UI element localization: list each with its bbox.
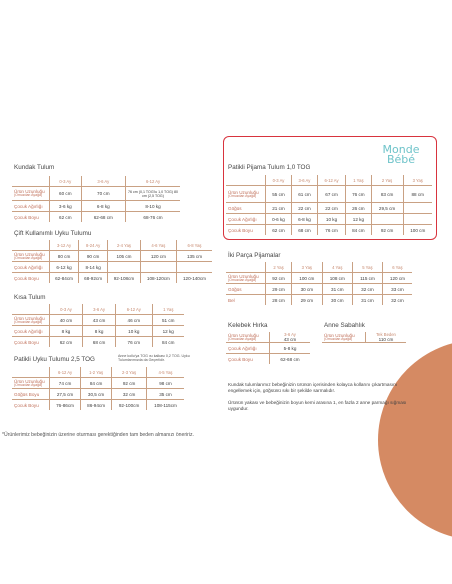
kisa-height-label: Çocuk Boyu xyxy=(14,339,39,345)
kundak-w2: 8-10 kg xyxy=(126,201,181,212)
anne-length-sub: (Omuzdan Ayağa) xyxy=(324,336,353,341)
pijama-c1: 22 cm xyxy=(291,203,317,214)
patikli25-chest-label: Göğüs Boyu xyxy=(12,389,50,400)
kisa-ht0: 62 cm xyxy=(50,337,83,348)
decorative-circle xyxy=(378,340,452,540)
iki-wa4: 32 cm xyxy=(382,295,412,306)
iki-length-label: Ürün Uzunluğu xyxy=(228,273,259,279)
kundak-length-label: Ürün Uzunluğu xyxy=(14,189,45,195)
iki-h1: 3 Yaş xyxy=(292,262,322,273)
pijama-c0: 21 cm xyxy=(266,203,292,214)
pijama-ht4: 92 cm xyxy=(371,225,403,236)
kundak-table xyxy=(12,176,180,222)
kisa-w3: 12 kg xyxy=(152,326,184,337)
kundak-length-sub: (Omuzdan Ayağa) xyxy=(14,193,43,198)
cift-len0: 80 cm xyxy=(50,251,79,262)
hirka-length: 43 cm xyxy=(283,337,297,342)
iki-wa1: 29 cm xyxy=(292,295,322,306)
patikli25-h0: 6-12 Ay xyxy=(50,367,81,378)
pijama-len4: 83 cm xyxy=(371,186,403,203)
iki-c0: 29 cm xyxy=(266,284,292,295)
hirka-table xyxy=(226,332,310,364)
cift-len1: 90 cm xyxy=(79,251,108,262)
pijama-ht0: 62 cm xyxy=(266,225,292,236)
kundak-title: Kundak Tulum xyxy=(14,164,55,171)
patikli25-h1: 1-2 Yaş xyxy=(81,367,112,378)
pijama-c2: 22 cm xyxy=(317,203,345,214)
kisa-h1: 3-6 Ay xyxy=(83,304,116,315)
pijama-weight-label: Çocuk Ağırlığı xyxy=(226,214,266,225)
iki-table xyxy=(226,262,412,305)
iki-h0: 2 Yaş xyxy=(266,262,292,273)
info-paragraph-2: Ürünün yakası ve bebeğinizin boyun kemi arasına 1, en fazla 2 anne parmağı sığması uygundur. xyxy=(228,400,407,412)
footnote: *Ürünlerimiz bebeğinizin üzerine oturması gerektiğinden tam beden almanızı öneririz. xyxy=(2,432,194,438)
cift-weight-label: Çocuk Ağırlığı xyxy=(12,262,50,273)
patikli25-len2: 92 cm xyxy=(112,378,147,389)
pijama-len2: 67 cm xyxy=(317,186,345,203)
cift-ht1: 68-92cm xyxy=(79,273,108,284)
cift-title: Çift Kullanımlı Uyku Tulumu xyxy=(14,230,92,237)
hirka-height: 62-68 cm xyxy=(270,354,311,365)
pijama-chest-label: Göğüs xyxy=(226,203,266,214)
iki-c2: 31 cm xyxy=(322,284,352,295)
cift-w1: 8-14 kg xyxy=(79,262,108,273)
kundak-height-label: Çocuk Boyu xyxy=(14,214,39,220)
cift-h2: 2-4 Yaş xyxy=(108,240,141,251)
iki-wa0: 28 cm xyxy=(266,295,292,306)
kisa-ht2: 76 cm xyxy=(116,337,152,348)
anne-length: 110 cm xyxy=(378,337,394,342)
iki-len1: 100 cm xyxy=(292,273,322,284)
iki-h4: 6 Yaş xyxy=(382,262,412,273)
patikli25-h2: 2-3 Yaş xyxy=(112,367,147,378)
kundak-len0: 60 cm xyxy=(50,187,82,201)
kisa-length-sub: (Omuzdan Ayağa) xyxy=(14,319,43,324)
pijama-w2: 10 kg xyxy=(317,214,345,225)
pijama-table xyxy=(226,175,432,235)
cift-ht0: 62-84cm xyxy=(50,273,79,284)
pijama-height-label: Çocuk Boyu xyxy=(228,227,253,233)
kisa-len2: 46 cm xyxy=(116,315,152,326)
cift-h4: 6-8 Yaş xyxy=(176,240,212,251)
patikli25-length-sub: (Omuzdan Ayağa) xyxy=(14,382,43,387)
kisa-title: Kısa Tulum xyxy=(14,294,46,301)
cift-ht4: 120-140cm xyxy=(176,273,212,284)
iki-c3: 32 cm xyxy=(353,284,383,295)
cift-w4 xyxy=(176,262,212,273)
pijama-length-sub: (Omuzdan Ayağa) xyxy=(228,193,257,198)
cift-table xyxy=(12,240,212,283)
cift-w2 xyxy=(108,262,141,273)
patikli25-note: Anne kollu'ya TOG ısı kalkası 0,2 TOG. Uyku Tulumlarımızda da Geçerlidir. xyxy=(118,354,190,363)
kisa-h3: 1 Yaş xyxy=(152,304,184,315)
patikli25-c3: 35 cm xyxy=(147,389,184,400)
iki-c4: 33 cm xyxy=(382,284,412,295)
kisa-w2: 10 kg xyxy=(116,326,152,337)
kisa-len3: 51 cm xyxy=(152,315,184,326)
pijama-ht2: 76 cm xyxy=(317,225,345,236)
iki-c1: 30 cm xyxy=(292,284,322,295)
pijama-len1: 61 cm xyxy=(291,186,317,203)
kundak-h2: 6-12 Ay xyxy=(126,176,181,187)
iki-h2: 4 Yaş xyxy=(322,262,352,273)
patikli25-ht3: 108-115cm xyxy=(147,400,184,411)
pijama-h2: 6-12 Ay xyxy=(317,175,345,186)
cift-w3 xyxy=(140,262,176,273)
iki-chest-label: Göğüs xyxy=(226,284,266,295)
pijama-w0: 0-6 kg xyxy=(266,214,292,225)
pijama-len0: 55 cm xyxy=(266,186,292,203)
pijama-title: Patikli Pijama Tulum 1,0 TOG xyxy=(228,164,311,171)
kisa-ht3: 84 cm xyxy=(152,337,184,348)
iki-wa2: 30 cm xyxy=(322,295,352,306)
pijama-c3: 26 cm xyxy=(346,203,372,214)
hirka-header: 3-6 Ay xyxy=(284,332,296,337)
cift-h0: 3-12 Ay xyxy=(50,240,79,251)
hirka-weight: 5-8 kg xyxy=(270,343,311,354)
brand-logo xyxy=(377,145,425,165)
kundak-h0: 0-3 Ay xyxy=(50,176,82,187)
cift-length-sub: (Omuzdan Ayağa) xyxy=(14,255,43,260)
iki-len2: 108 cm xyxy=(322,273,352,284)
patikli25-h3: 4-5 Yaş xyxy=(147,367,184,378)
kisa-w0: 8 kg xyxy=(50,326,83,337)
patikli25-title: Patikli Uyku Tulumu 2,5 TOG xyxy=(14,356,95,363)
pijama-w1: 6-8 kg xyxy=(291,214,317,225)
kundak-ht1: 62-68 cm xyxy=(81,212,125,223)
patikli25-ht0: 76-86cm xyxy=(50,400,81,411)
cift-ht3: 108-120cm xyxy=(140,273,176,284)
logo-line-1: Monde xyxy=(382,143,420,156)
kundak-w0: 3-6 kg xyxy=(50,201,82,212)
patikli25-c0: 27,5 cm xyxy=(50,389,81,400)
pijama-ht1: 68 cm xyxy=(291,225,317,236)
hirka-length-label: Ürün Uzunluğu xyxy=(228,332,259,338)
pijama-h4: 2 Yaş xyxy=(371,175,403,186)
hirka-height-label: Çocuk Boyu xyxy=(228,356,253,362)
patikli25-c2: 32 cm xyxy=(112,389,147,400)
cift-w0: 6-12 kg xyxy=(50,262,79,273)
pijama-ht5: 100 cm xyxy=(403,225,432,236)
kisa-w1: 8 kg xyxy=(83,326,116,337)
iki-length-sub: (Omuzdan Ayağa) xyxy=(228,277,257,282)
cift-length-label: Ürün Uzunluğu xyxy=(14,251,45,257)
pijama-w5 xyxy=(403,214,432,225)
kisa-length-label: Ürün Uzunluğu xyxy=(14,315,45,321)
patikli25-c1: 30,5 cm xyxy=(81,389,112,400)
patikli25-len3: 98 cm xyxy=(147,378,184,389)
anne-header: Tek Beden xyxy=(376,332,396,337)
cift-h1: 8-24 Ay xyxy=(79,240,108,251)
cift-h3: 4-6 Yaş xyxy=(140,240,176,251)
hirka-length-sub: (Omuzdan Ayağa) xyxy=(228,336,257,341)
hirka-title: Kelebek Hırka xyxy=(228,322,268,329)
cift-len2: 105 cm xyxy=(108,251,141,262)
kundak-ht0: 62 cm xyxy=(50,212,82,223)
iki-h3: 5 Yaş xyxy=(353,262,383,273)
cift-height-label: Çocuk Boyu xyxy=(14,275,39,281)
pijama-h5: 3 Yaş xyxy=(403,175,432,186)
kisa-len1: 43 cm xyxy=(83,315,116,326)
iki-title: İki Parça Pijamalar xyxy=(228,252,281,259)
pijama-c4: 29,5 cm xyxy=(371,203,403,214)
kisa-weight-label: Çocuk Ağırlığı xyxy=(12,326,50,337)
info-paragraph-1: Kundak tulumlarımız bebeğinizin ürünün içerisinden kolayca kollarını çıkartmasını engellemek için, göğsünü sıkı bir şekilde sarmalıdır. xyxy=(228,382,398,394)
iki-waist-label: Bel xyxy=(228,297,235,303)
patikli25-ht2: 92-100cm xyxy=(112,400,147,411)
kisa-table xyxy=(12,304,184,347)
pijama-w4 xyxy=(371,214,403,225)
kundak-len2: 76 cm (0,1 TOG'lu 1,0 TOG) 80 cm (2,5 TOG) xyxy=(126,187,181,201)
pijama-w3: 12 kg xyxy=(346,214,372,225)
kundak-w1: 6-8 kg xyxy=(81,201,125,212)
patikli25-height-label: Çocuk Boyu xyxy=(14,402,39,408)
patikli25-table xyxy=(12,367,184,410)
kundak-weight-label: Çocuk Ağırlığı xyxy=(12,201,50,212)
anne-title: Anne Sabahlık xyxy=(324,322,365,329)
iki-len4: 120 cm xyxy=(382,273,412,284)
patikli25-ht1: 86-94cm xyxy=(81,400,112,411)
cift-ht2: 92-108cm xyxy=(108,273,141,284)
pijama-h0: 0-3 Ay xyxy=(266,175,292,186)
pijama-length-label: Ürün Uzunluğu xyxy=(228,189,259,195)
kisa-h0: 0-3 Ay xyxy=(50,304,83,315)
patikli25-len1: 84 cm xyxy=(81,378,112,389)
kundak-h1: 3-6 Ay xyxy=(81,176,125,187)
kisa-h2: 6-12 Ay xyxy=(116,304,152,315)
pijama-h1: 3-6 Ay xyxy=(291,175,317,186)
patikli25-length-label: Ürün Uzunluğu xyxy=(14,378,45,384)
kundak-len1: 70 cm xyxy=(81,187,125,201)
anne-length-label: Ürün Uzunluğu xyxy=(324,332,355,338)
logo-line-2: Bébé xyxy=(386,153,416,166)
pijama-len3: 76 cm xyxy=(346,186,372,203)
iki-len0: 92 cm xyxy=(266,273,292,284)
cift-len4: 135 cm xyxy=(176,251,212,262)
pijama-len5: 88 cm xyxy=(403,186,432,203)
pijama-ht3: 84 cm xyxy=(346,225,372,236)
iki-len3: 115 cm xyxy=(353,273,383,284)
anne-table xyxy=(322,332,406,343)
pijama-c5 xyxy=(403,203,432,214)
kisa-len0: 40 cm xyxy=(50,315,83,326)
patikli25-len0: 74 cm xyxy=(50,378,81,389)
cift-len3: 120 cm xyxy=(140,251,176,262)
kundak-ht2: 68-76 cm xyxy=(126,212,181,223)
iki-wa3: 31 cm xyxy=(353,295,383,306)
hirka-weight-label: Çocuk Ağırlığı xyxy=(226,343,270,354)
kisa-ht1: 68 cm xyxy=(83,337,116,348)
pijama-h3: 1 Yaş xyxy=(346,175,372,186)
